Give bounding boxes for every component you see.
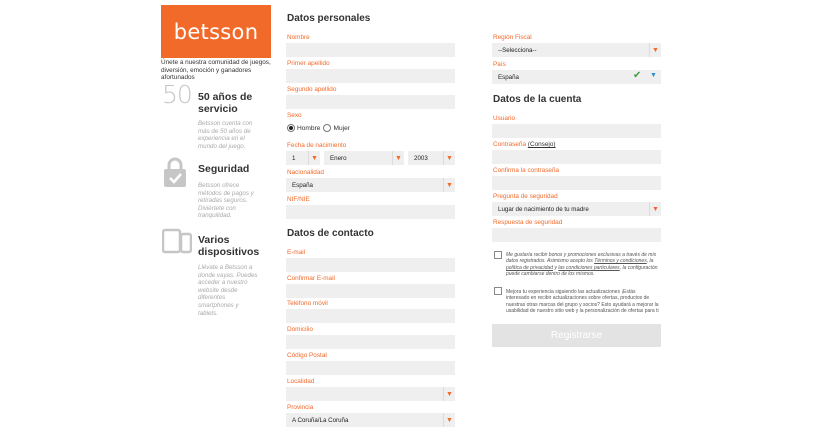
pregunta-label: Pregunta de seguridad bbox=[493, 193, 558, 200]
respuesta-field[interactable] bbox=[492, 228, 661, 242]
chevron-down-icon: ▼ bbox=[392, 151, 404, 165]
feature-desc-devices: Llévate a Betsson a donde vayas. Puedes acceder a nuestro website desde diferentes smartphones y tablets. bbox=[198, 264, 258, 317]
password-tip-link[interactable]: (Consejo) bbox=[527, 141, 556, 148]
localidad-select[interactable] bbox=[286, 387, 455, 401]
tagline: Únete a nuestra comunidad de juegos, diversión, emoción y ganadores afortunados bbox=[161, 59, 271, 82]
nif-label: NIF/NIE bbox=[287, 196, 310, 203]
primer-apellido-label: Primer apellido bbox=[287, 60, 330, 67]
chevron-down-icon: ▼ bbox=[443, 387, 455, 401]
promo-consent-text: Me gustaría recibir bonos y promociones exclusivas a través de mis datos registrados. Asimismo acepto los Términos y condiciones, la política de privacidad y las condiciones particulares, la configuración puede cambiarse dentro de los mismos. bbox=[506, 252, 658, 277]
chevron-down-icon: ▼ bbox=[649, 202, 661, 216]
segundo-apellido-label: Segundo apellido bbox=[287, 86, 337, 93]
domicilio-field[interactable] bbox=[286, 335, 455, 349]
feature-desc-experience: Betsson cuenta con más de 50 años de experiencia en el mundo del juego. bbox=[198, 120, 253, 150]
chevron-down-icon: ▼ bbox=[443, 151, 455, 165]
codigo-postal-label: Código Postal bbox=[287, 352, 327, 359]
nacionalidad-label: Nacionalidad bbox=[287, 169, 324, 176]
telefono-field[interactable] bbox=[286, 309, 455, 323]
month-select[interactable]: Enero ▼ bbox=[324, 151, 404, 165]
account-data-title: Datos de la cuenta bbox=[493, 94, 582, 105]
conditions-link[interactable]: las condiciones particulares bbox=[558, 264, 620, 271]
logo-text: betsson bbox=[173, 19, 259, 44]
mujer-radio[interactable] bbox=[323, 124, 331, 132]
promo-consent-checkbox[interactable] bbox=[494, 251, 502, 259]
privacy-link[interactable]: política de privacidad bbox=[506, 264, 553, 271]
localidad-label: Localidad bbox=[287, 378, 315, 385]
day-select[interactable]: 1 ▼ bbox=[286, 151, 320, 165]
respuesta-label: Respuesta de seguridad bbox=[493, 219, 563, 226]
codigo-postal-field[interactable] bbox=[286, 361, 455, 375]
nif-field[interactable] bbox=[286, 205, 455, 219]
nacionalidad-select[interactable]: España ▼ bbox=[286, 178, 455, 192]
confirm-password-field[interactable] bbox=[492, 176, 661, 190]
usuario-field[interactable] bbox=[492, 124, 661, 138]
updates-consent-checkbox[interactable] bbox=[494, 287, 502, 295]
confirm-email-label: Confirmar E-mail bbox=[287, 275, 335, 282]
sexo-radio-group bbox=[287, 124, 350, 132]
devices-icon bbox=[162, 228, 192, 259]
terms-link[interactable]: Términos y condiciones bbox=[594, 258, 647, 265]
password-field[interactable] bbox=[492, 150, 661, 164]
provincia-label: Provincia bbox=[287, 404, 314, 411]
lock-shield-icon bbox=[162, 156, 188, 195]
domicilio-label: Domicilio bbox=[287, 326, 313, 333]
region-select[interactable]: --Selecciona-- ▼ bbox=[492, 43, 661, 57]
chevron-down-icon: ▼ bbox=[443, 178, 455, 192]
dropdown-arrow-icon: ▼ bbox=[650, 72, 657, 79]
password-label: Contraseña (Consejo) bbox=[493, 141, 556, 148]
feature-title-devices: Varios dispositivos bbox=[198, 234, 260, 258]
checkmark-icon: ✔ bbox=[633, 70, 642, 81]
personal-data-title: Datos personales bbox=[287, 13, 371, 24]
segundo-apellido-field[interactable] bbox=[286, 95, 455, 109]
chevron-down-icon: ▼ bbox=[443, 413, 455, 427]
mujer-label: Mujer bbox=[333, 124, 350, 132]
chevron-down-icon: ▼ bbox=[308, 151, 320, 165]
confirm-email-field[interactable] bbox=[286, 284, 455, 298]
nombre-label: Nombre bbox=[287, 34, 310, 41]
year-select[interactable]: 2003 ▼ bbox=[408, 151, 455, 165]
pregunta-select[interactable]: Lugar de nacimiento de tu madre ▼ bbox=[492, 202, 661, 216]
confirm-password-label: Confirma la contraseña bbox=[493, 167, 560, 174]
fecha-label: Fecha de nacimiento bbox=[287, 142, 347, 149]
register-button[interactable]: Registrarse bbox=[492, 324, 661, 347]
feature-desc-security: Betsson ofrece métodos de pagos y retiradas seguros. Diviértete con tranquilidad. bbox=[198, 182, 254, 220]
pais-select[interactable]: España bbox=[492, 70, 661, 84]
hombre-radio[interactable] bbox=[287, 124, 295, 132]
usuario-label: Usuario bbox=[493, 115, 516, 122]
email-label: E-mail bbox=[287, 249, 306, 256]
hombre-label: Hombre bbox=[297, 124, 321, 132]
betsson-logo[interactable] bbox=[161, 5, 271, 58]
pais-label: País bbox=[493, 61, 506, 68]
region-label: Región Fiscal bbox=[493, 34, 532, 41]
telefono-label: Teléfono móvil bbox=[287, 300, 328, 307]
chevron-down-icon: ▼ bbox=[649, 43, 661, 57]
primer-apellido-field[interactable] bbox=[286, 69, 455, 83]
contact-data-title: Datos de contacto bbox=[287, 228, 374, 239]
updates-consent-text: Mejora tu experiencia siguiendo las actualizaciones ¡Estás interesado en recibir actualizaciones sobre ofertas, productos de nuestras otras marcas del grupo y socios? Esto ayudará a mejorar la usabilidad de nuestro sitio web y la personalización de ofertas para ti bbox=[506, 289, 659, 314]
feature-title-security: Seguridad bbox=[198, 163, 250, 175]
feature-title-experience: 50 años de servicio bbox=[198, 91, 253, 115]
nombre-field[interactable] bbox=[286, 43, 455, 57]
sexo-label: Sexo bbox=[287, 112, 302, 119]
fifty-years-icon: 50 bbox=[162, 80, 192, 109]
provincia-select[interactable]: A Coruña/La Coruña ▼ bbox=[286, 413, 455, 427]
email-field[interactable] bbox=[286, 258, 455, 272]
